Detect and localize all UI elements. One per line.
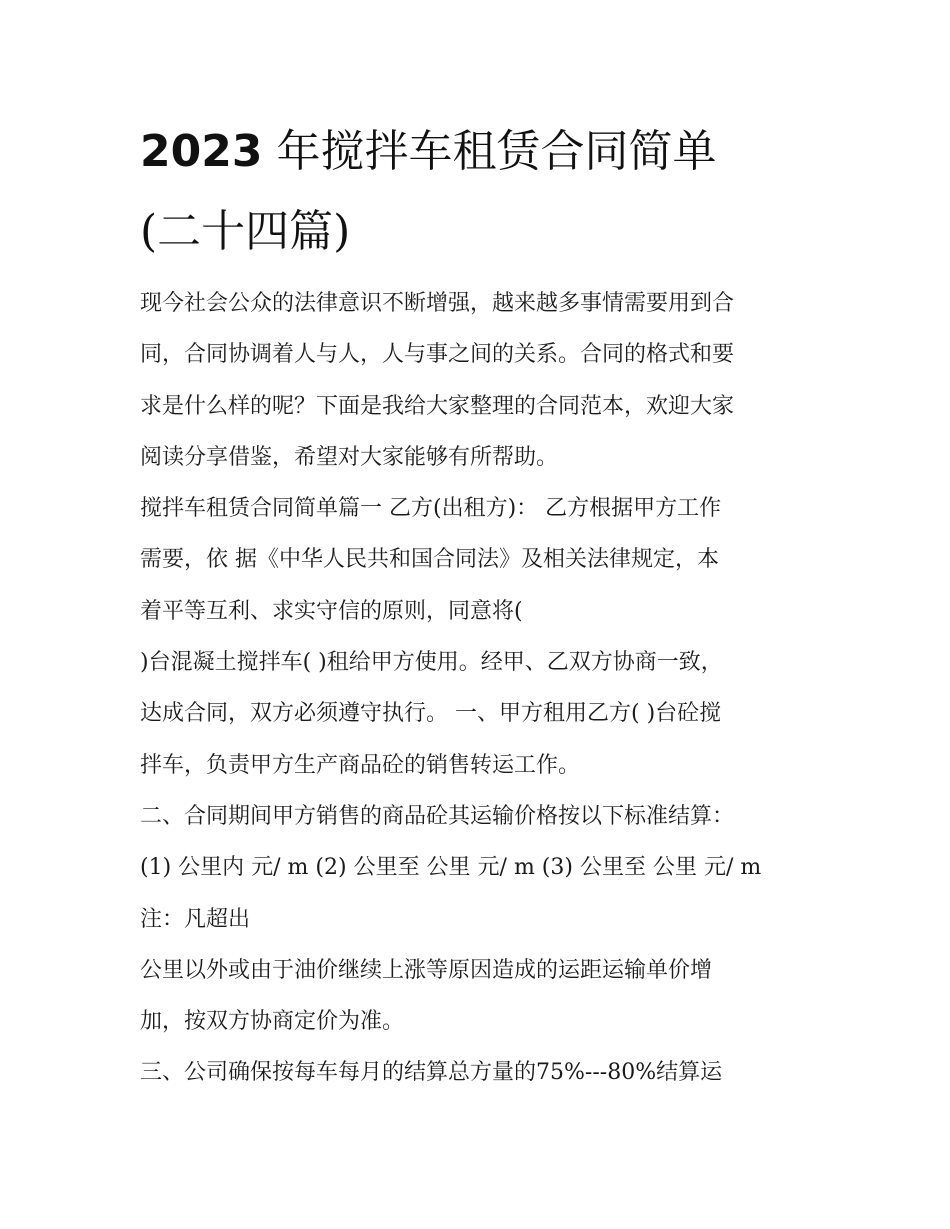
body-line: 注：凡超出 xyxy=(140,906,251,932)
body-line: 阅读分享借鉴，希望对大家能够有所帮助。 xyxy=(140,444,559,470)
body-line: 加，按双方协商定价为准。 xyxy=(140,1009,405,1035)
title-year: 2023 xyxy=(140,126,263,177)
title-line-2: (二十四篇) xyxy=(140,206,351,257)
body-line: 公里以外或由于油价继续上涨等原因造成的运距运输单价增 xyxy=(140,957,713,983)
body-line: 现今社会公众的法律意识不断增强，越来越多事情需要用到合 xyxy=(140,291,735,316)
body-line: 搅拌车租赁合同简单篇一 乙方(出租方)： 乙方根据甲方工作 xyxy=(140,496,722,522)
body-line: 着平等互利、求实守信的原则，同意将( xyxy=(140,598,523,624)
body-line: 需要，依 据《中华人民共和国合同法》及相关法律规定，本 xyxy=(140,547,719,573)
document-body xyxy=(140,278,820,1099)
body-line: 拌车，负责甲方生产商品砼的销售转运工作。 xyxy=(140,752,581,778)
body-line: 同，合同协调着人与人，人与事之间的关系。合同的格式和要 xyxy=(140,342,735,368)
document-title xyxy=(140,112,840,272)
body-line: 二、合同期间甲方销售的商品砼其运输价格按以下标准结算： xyxy=(140,803,735,829)
body-line: (1) 公里内 元/ m (2) 公里至 公里 元/ m (3) 公里至 公里 元/ m xyxy=(140,855,762,881)
title-line-1 xyxy=(140,126,716,177)
body-line: 三、公司确保按每车每月的结算总方量的75%---80%结算运 xyxy=(140,1060,723,1086)
body-line: 达成合同，双方必须遵守执行。 一、甲方租用乙方( )台砼搅 xyxy=(140,701,722,727)
body-line: )台混凝土搅拌车( )租给甲方使用。经甲、乙双方协商一致， xyxy=(140,650,723,676)
body-line: 求是什么样的呢？下面是我给大家整理的合同范本，欢迎大家 xyxy=(140,393,735,419)
title-text: 年搅拌车租赁合同简单 xyxy=(276,126,717,177)
